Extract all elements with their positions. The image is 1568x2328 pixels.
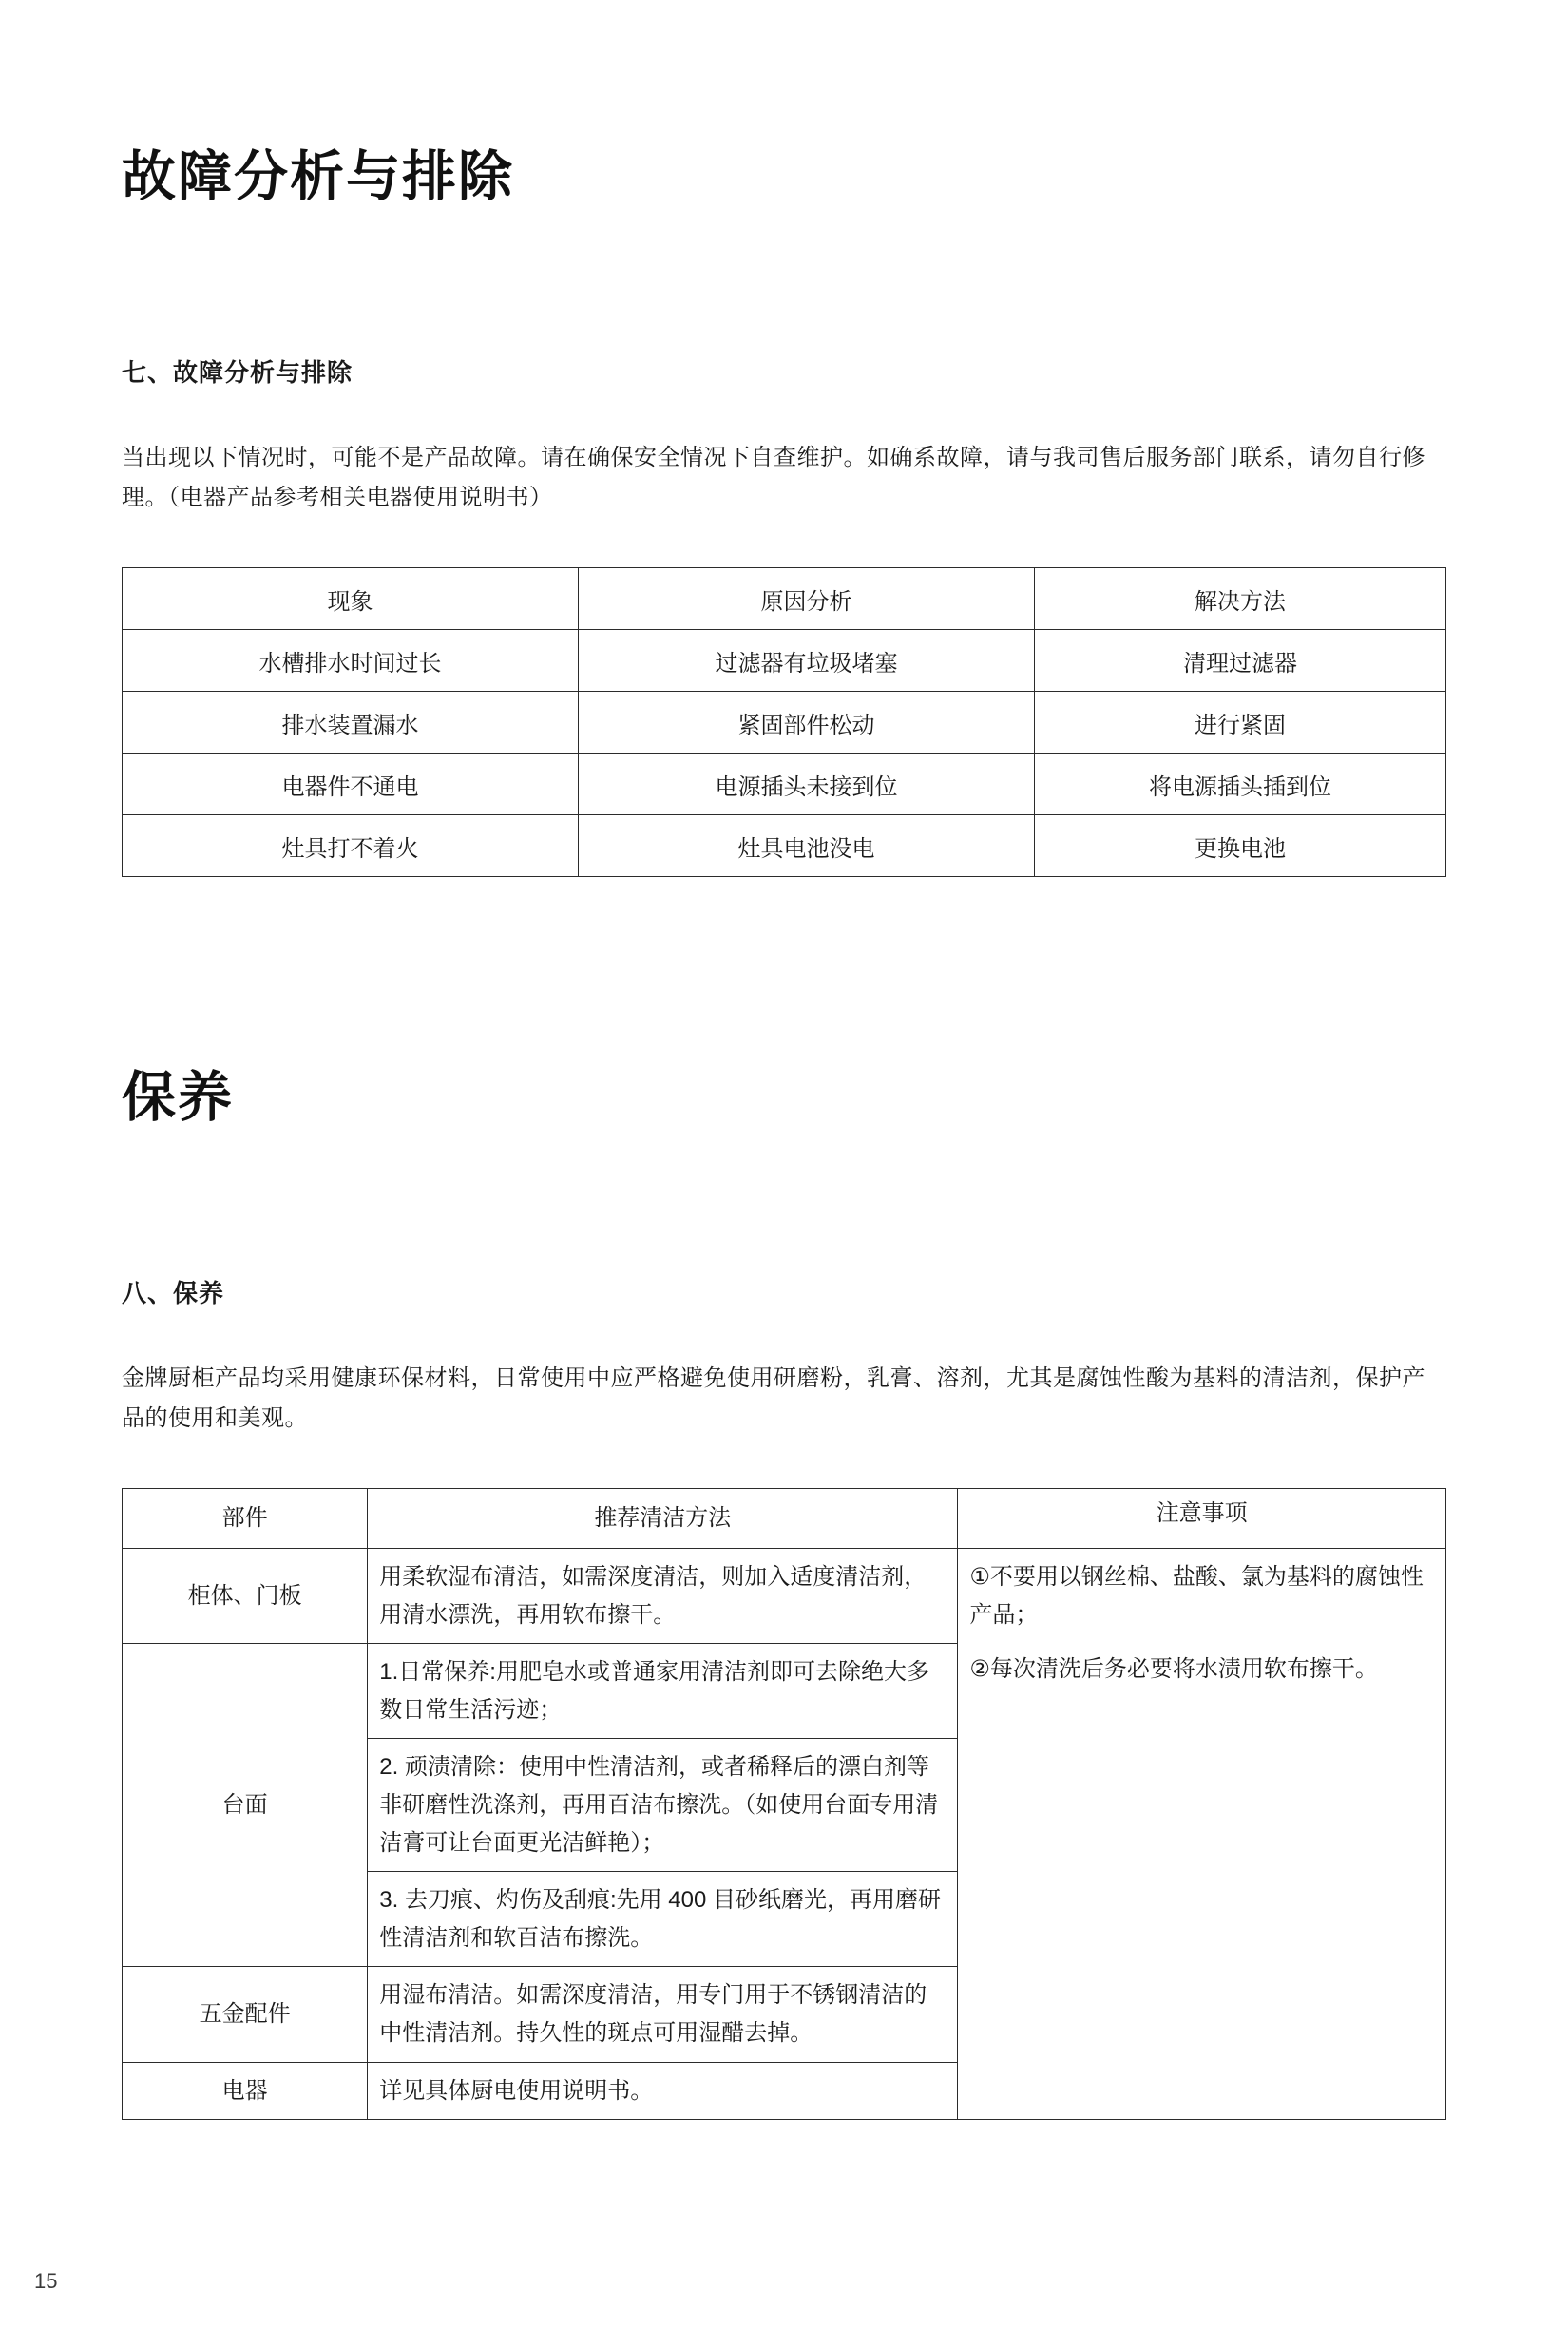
spacer <box>122 211 1446 353</box>
troubleshooting-table <box>122 567 1446 877</box>
table-cell: 水槽排水时间过长 <box>123 630 579 692</box>
table-header-cell: 推荐清洁方法 <box>368 1489 958 1549</box>
table-cell: 更换电池 <box>1035 815 1446 877</box>
table-header-cell: 现象 <box>123 568 579 630</box>
table-header-row <box>123 568 1446 630</box>
spacer <box>122 518 1446 567</box>
table-cell: 排水装置漏水 <box>123 692 579 754</box>
maintenance-table <box>122 1488 1446 2120</box>
table-header-cell: 解决方法 <box>1035 568 1446 630</box>
section-heading-seven: 七、故障分析与排除 <box>122 358 354 387</box>
spacer <box>122 1309 1446 1359</box>
table-cell: 紧固部件松动 <box>579 692 1035 754</box>
section-paragraph-eight: 金牌厨柜产品均采用健康环保材料，日常使用中应严格避免使用研磨粉，乳膏、溶剂，尤其是腐蚀性酸为基料的清洁剂，保护产品的使用和美观。 <box>122 1365 1425 1431</box>
table-row <box>123 754 1446 815</box>
note-item: ②每次清洗后务必要将水渍用软布擦干。 <box>969 1656 1378 1683</box>
section-paragraph-seven: 当出现以下情况时，可能不是产品故障。请在确保安全情况下自查维护。如确系故障，请与我司售后服务部门联系，请勿自行修理。（电器产品参考相关电器使用说明书） <box>122 445 1425 510</box>
table-cell: 灶具电池没电 <box>579 815 1035 877</box>
table-cell-method: 用湿布清洁。如需深度清洁，用专门用于不锈钢清洁的中性清洁剂。持久性的斑点可用湿醋去掉。 <box>368 1967 958 2062</box>
table-header-cell: 注意事项 <box>958 1489 1446 1549</box>
spacer <box>122 1439 1446 1488</box>
table-cell-part: 台面 <box>123 1644 368 1967</box>
table-row <box>123 692 1446 754</box>
table-cell: 清理过滤器 <box>1035 630 1446 692</box>
table-cell-method: 用柔软湿布清洁，如需深度清洁，则加入适度清洁剂，用清水漂洗，再用软布擦干。 <box>368 1549 958 1644</box>
section-heading-eight: 八、保养 <box>122 1279 225 1307</box>
table-cell-notes <box>958 1549 1446 2120</box>
table-cell-method: 3. 去刀痕、灼伤及刮痕:先用 400 目砂纸磨光，再用磨研性清洁剂和软百洁布擦洗。 <box>368 1872 958 1967</box>
page-title-maintenance: 保养 <box>122 1067 234 1128</box>
table-cell: 电源插头未接到位 <box>579 754 1035 815</box>
spacer <box>122 1132 1446 1274</box>
table-header-cell: 部件 <box>123 1489 368 1549</box>
table-cell-part: 柜体、门板 <box>123 1549 368 1644</box>
spacer <box>122 389 1446 438</box>
table-cell-method: 详见具体厨电使用说明书。 <box>368 2062 958 2120</box>
table-row <box>123 630 1446 692</box>
table-cell-method: 2. 顽渍清除：使用中性清洁剂，或者稀释后的漂白剂等非研磨性洗涤剂，再用百洁布擦洗。（如使用台面专用清洁膏可让台面更光洁鲜艳）； <box>368 1739 958 1872</box>
table-cell: 灶具打不着火 <box>123 815 579 877</box>
spacer <box>122 877 1446 1054</box>
table-cell-part: 电器 <box>123 2062 368 2120</box>
table-cell: 电器件不通电 <box>123 754 579 815</box>
table-cell-part: 五金配件 <box>123 1967 368 2062</box>
page-title-troubleshooting: 故障分析与排除 <box>122 146 514 207</box>
table-cell: 过滤器有垃圾堵塞 <box>579 630 1035 692</box>
table-header-cell: 原因分析 <box>579 568 1035 630</box>
table-cell: 将电源插头插到位 <box>1035 754 1446 815</box>
table-header-row <box>123 1489 1446 1549</box>
table-row <box>123 1549 1446 1644</box>
table-row <box>123 815 1446 877</box>
table-cell-method: 1.日常保养:用肥皂水或普通家用清洁剂即可去除绝大多数日常生活污迹； <box>368 1644 958 1739</box>
table-cell: 进行紧固 <box>1035 692 1446 754</box>
page-number: 15 <box>34 2269 58 2293</box>
note-item: ①不要用以钢丝棉、盐酸、氯为基料的腐蚀性产品； <box>969 1564 1424 1628</box>
